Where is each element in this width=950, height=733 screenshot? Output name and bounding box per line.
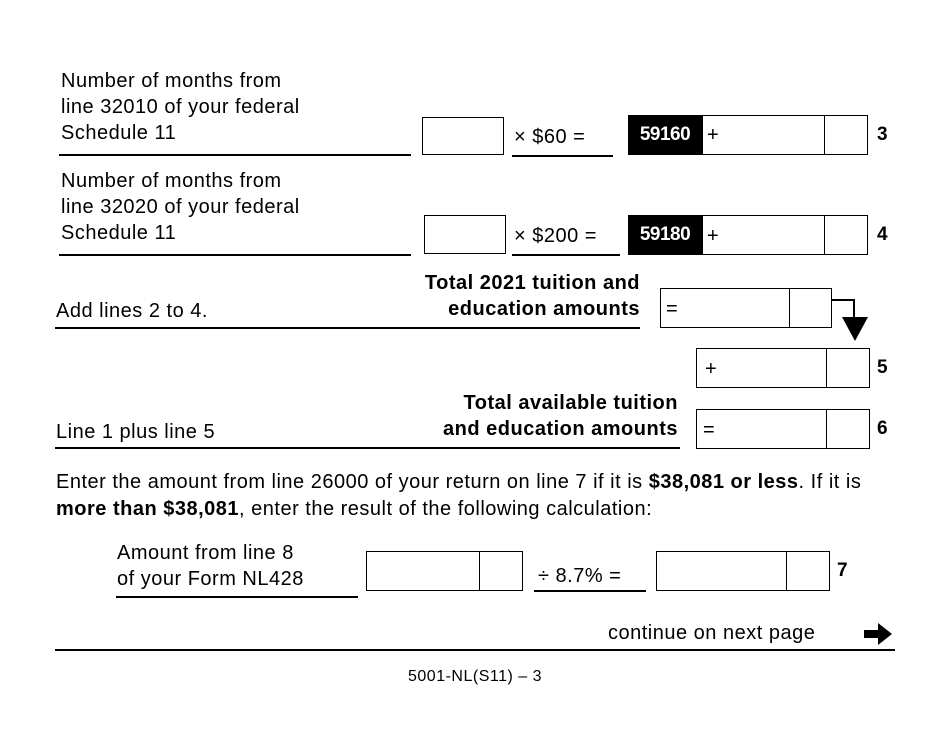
row3-multiplier-underline xyxy=(512,155,613,157)
row7-label xyxy=(117,540,304,592)
row7-result-field[interactable] xyxy=(656,551,830,591)
row6-equals-sign: = xyxy=(703,419,715,441)
row3-amount-field[interactable] xyxy=(702,115,868,155)
row3-multiplier: × $60 = xyxy=(514,126,586,148)
row6-underline xyxy=(55,447,680,449)
line-number-7: 7 xyxy=(837,560,848,581)
row4-label xyxy=(61,168,300,246)
instruction-paragraph xyxy=(56,469,901,523)
form-identifier: 5001-NL(S11) – 3 xyxy=(408,668,542,685)
line-number-4: 4 xyxy=(877,224,888,245)
total-2021-amount-field[interactable] xyxy=(660,288,832,328)
row4-label-underline xyxy=(59,254,411,256)
cents-separator xyxy=(824,216,825,254)
row4-label-line: line 32020 of your federal xyxy=(61,196,300,218)
total-available-title-line: and education amounts xyxy=(443,418,678,440)
continue-next-page-text: continue on next page xyxy=(608,622,816,644)
row4-multiplier-underline xyxy=(512,254,620,256)
row3-label-line: line 32010 of your federal xyxy=(61,96,300,118)
row7-label-line: Amount from line 8 xyxy=(117,542,294,564)
paragraph-text: , enter the result of the following calculation: xyxy=(239,498,653,520)
row7-operator-underline xyxy=(534,590,646,592)
total-2021-title-line: Total 2021 tuition and xyxy=(424,272,640,294)
line-number-3: 3 xyxy=(877,124,888,145)
total-2021-equals-sign: = xyxy=(666,298,678,320)
cents-separator xyxy=(826,410,827,448)
line1-plus-line5-instruction: Line 1 plus line 5 xyxy=(56,421,216,443)
total-available-title xyxy=(368,390,678,442)
cents-separator xyxy=(786,552,787,590)
cents-separator xyxy=(826,349,827,387)
row4-amount-field[interactable] xyxy=(702,215,868,255)
row3-label xyxy=(61,68,300,146)
cents-separator xyxy=(824,116,825,154)
row3-label-line: Schedule 11 xyxy=(61,122,177,144)
row4-multiplier: × $200 = xyxy=(514,225,597,247)
total-2021-title-line: education amounts xyxy=(448,298,640,320)
down-arrow-icon xyxy=(830,296,872,344)
row7-nl428-amount-input[interactable] xyxy=(366,551,523,591)
row3-months-input[interactable] xyxy=(422,117,504,155)
row6-amount-field[interactable] xyxy=(696,409,870,449)
row5-plus-sign: + xyxy=(705,358,717,380)
line-number-6: 6 xyxy=(877,418,888,439)
row3-code-59160: 59160 xyxy=(628,115,702,155)
paragraph-text: . If it is xyxy=(798,471,862,493)
row5-amount-field[interactable] xyxy=(696,348,870,388)
row4-months-input[interactable] xyxy=(424,215,506,254)
row3-plus-sign: + xyxy=(707,124,719,146)
row4-label-line: Number of months from xyxy=(61,170,282,192)
row3-label-underline xyxy=(59,154,411,156)
paragraph-text: Enter the amount from line 26000 of your return on line 7 if it is xyxy=(56,471,649,493)
footer-rule xyxy=(55,649,895,651)
line-number-5: 5 xyxy=(877,357,888,378)
paragraph-bold-threshold: $38,081 or less xyxy=(648,471,799,493)
total-available-title-line: Total available tuition xyxy=(463,392,678,414)
cents-separator xyxy=(789,289,790,327)
right-arrow-icon xyxy=(864,622,894,646)
cents-separator xyxy=(479,552,480,590)
row7-label-underline xyxy=(116,596,358,598)
row4-code-59180: 59180 xyxy=(628,215,702,255)
total-2021-title xyxy=(340,270,640,322)
add-lines-instruction: Add lines 2 to 4. xyxy=(56,300,208,322)
row4-label-line: Schedule 11 xyxy=(61,222,177,244)
paragraph-bold-threshold: more than $38,081 xyxy=(56,498,240,520)
row7-operator: ÷ 8.7% = xyxy=(538,565,622,587)
total-2021-underline xyxy=(55,327,640,329)
row3-label-line: Number of months from xyxy=(61,70,282,92)
row7-label-line: of your Form NL428 xyxy=(117,568,304,590)
row4-plus-sign: + xyxy=(707,225,719,247)
